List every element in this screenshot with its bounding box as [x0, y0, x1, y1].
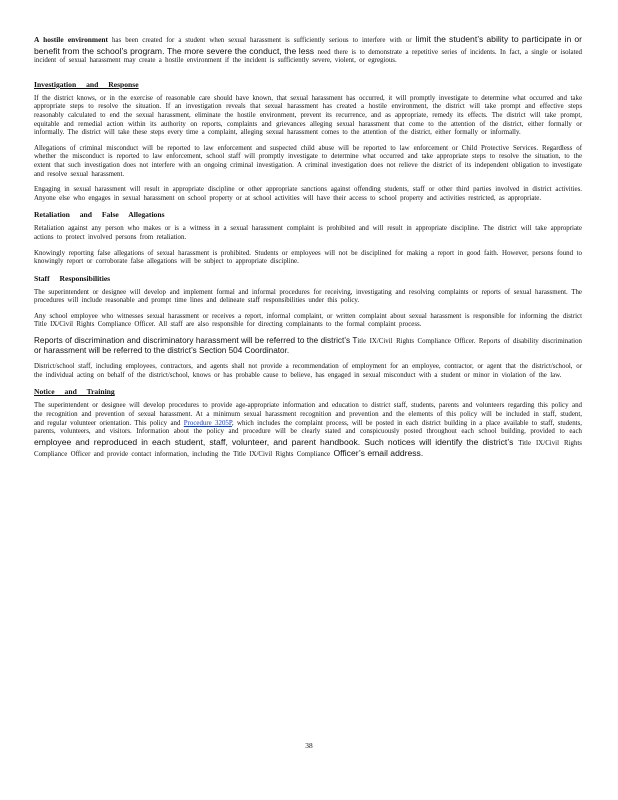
document-page — [34, 34, 582, 467]
staff-paragraph-3 — [34, 337, 582, 356]
paragraph-text: has been created for a student when sexual harassment is sufficiently serious to interfere with or — [107, 37, 412, 44]
staff-heading: Staff Responsibilities — [34, 273, 111, 283]
staff-paragraph-1: The superintendent or designee will develop and implement formal and informal procedures for receiving, investigating and resolving complaints or reports of sexual harassment. The procedures will include reasonable and prompt time lines and delineate staff responsibilities under this policy. — [34, 288, 582, 305]
investigation-heading: Investigation and Response — [34, 79, 139, 89]
retaliation-paragraph-1: Retaliation against any person who makes or is a witness in a sexual harassment complaint is prohibited and will result in appropriate discipline. The district will take appropriate actions to protect involved persons from retaliation. — [34, 225, 582, 241]
procedure-3205p-link[interactable]: Procedure 3205P — [183, 419, 232, 427]
retaliation-heading: Retaliation and False Allegations — [34, 210, 165, 220]
paragraph-text: itle IX/Civil Rights Compliance Officer. Reports of disability discrimination — [357, 338, 582, 346]
notice-heading: Notice and Training — [34, 387, 115, 397]
hostile-environment-paragraph — [34, 34, 582, 66]
paragraph-text: need there is to demonstrate a repetitive series of incidents. In fact, a single or isolated incident of sexual harassment may create a hostile environment if the incident is sufficiently severe, violent, or egregious. — [34, 48, 582, 65]
paragraph-text: Title IX/Civil Rights Compliance Officer and provide contact information, including the Title IX/Civil Rights Compliance — [34, 439, 582, 459]
page-number: 38 — [305, 741, 313, 750]
retaliation-paragraph-2: Knowingly reporting false allegations of sexual harassment is prohibited. Students or employees will not be disciplined for making a report in good faith. However, persons found to knowingly report or corroborate false allegations will be subject to appropriate discipline. — [34, 249, 582, 266]
staff-paragraph-4: District/school staff, including employees, contractors, and agents shall not provide a recommendation of employment for an employee, contractor, or agent that the district/school, or the individual acting on behalf of the district/school, knows or has probable cause to believe, has engaged in sexual misconduct with a student or minor in violation of the law. — [34, 363, 582, 379]
notice-paragraph — [34, 402, 582, 460]
paragraph-text-large: limit the student’s ability to participate in or benefit from the school’s program. The more severe the conduct, the less — [34, 34, 582, 56]
paragraph-text-large: employee and reproduced in each student, staff, volunteer, and parent handbook. Such notices will identify the district’s — [34, 436, 514, 447]
paragraph-text-large: Reports of discrimination and discriminatory harassment will be referred to the district’s T — [34, 336, 358, 346]
investigation-paragraph-2: Allegations of criminal misconduct will be reported to law enforcement and suspected child abuse will be reported to law enforcement or Child Protective Services. Regardless of whether the misconduct is reported to law enforcement, school staff will promptly investigate to determine what occurred and take appropriate steps to resolve the situation, to the extent that such investigation does not interfere with an ongoing criminal investigation. A criminal investigation does not relieve the district of its independent obligation to investigate and resolve sexual harassment. — [34, 144, 582, 178]
investigation-paragraph-1: If the district knows, or in the exercise of reasonable care should have known, that sexual harassment has occurred, it will promptly investigate to determine what occurred and take appropriate steps to resolve the situation. If an investigation reveals that sexual harassment has created a hostile environment, the district will take prompt and effective steps reasonably calculated to end the sexual harassment, eliminate the hostile environment, prevent its recurrence, and as appropriate, remedy its effects. The district will take prompt, equitable and remedial action within its authority on reports, complaints and grievances alleging sexual harassment that come to the attention of the district, either formally or informally. The district will take these steps every time a complaint, alleging sexual harassment comes to the attention of the district, either formally or informally. — [34, 94, 582, 137]
staff-paragraph-2: Any school employee who witnesses sexual harassment or receives a report, informal complaint, or written complaint about sexual harassment is responsible for informing the district Title IX/Civil Rights Compliance Officer. All staff are also responsible for directing complainants to the formal complaint process. — [34, 312, 582, 329]
paragraph-text: The superintendent or designee will develop procedures to provide age-appropriate information and education to district staff, students, parents and volunteers regarding this policy and the recognition and prevention of sexual harassment. At a minimum sexual harassment recognition and prevention and the elements of this policy will be included in staff, student, and regular volunteer orientation. This policy and — [34, 402, 582, 427]
paragraph-text-large: Officer’s email address. — [333, 448, 424, 459]
investigation-paragraph-3: Engaging in sexual harassment will result in appropriate discipline or other appropriate sanctions against offending students, staff or other third parties involved in district activities. Anyone else who engages in sexual harassment on school property or at school activities will have their access to school property and activities restricted, as appropriate. — [34, 186, 582, 202]
hostile-environment-term: A hostile environment — [34, 35, 108, 44]
paragraph-text: , which includes the complaint process, will be posted in each district building in a place available to staff, students, parents, volunteers, and visitors. Information about the policy and procedure will be clearly stated and conspicuously posted throughout each school building, provided to each — [34, 419, 583, 436]
paragraph-text-large: or harassment will be referred to the district’s Section 504 Coordinator. — [34, 345, 290, 355]
